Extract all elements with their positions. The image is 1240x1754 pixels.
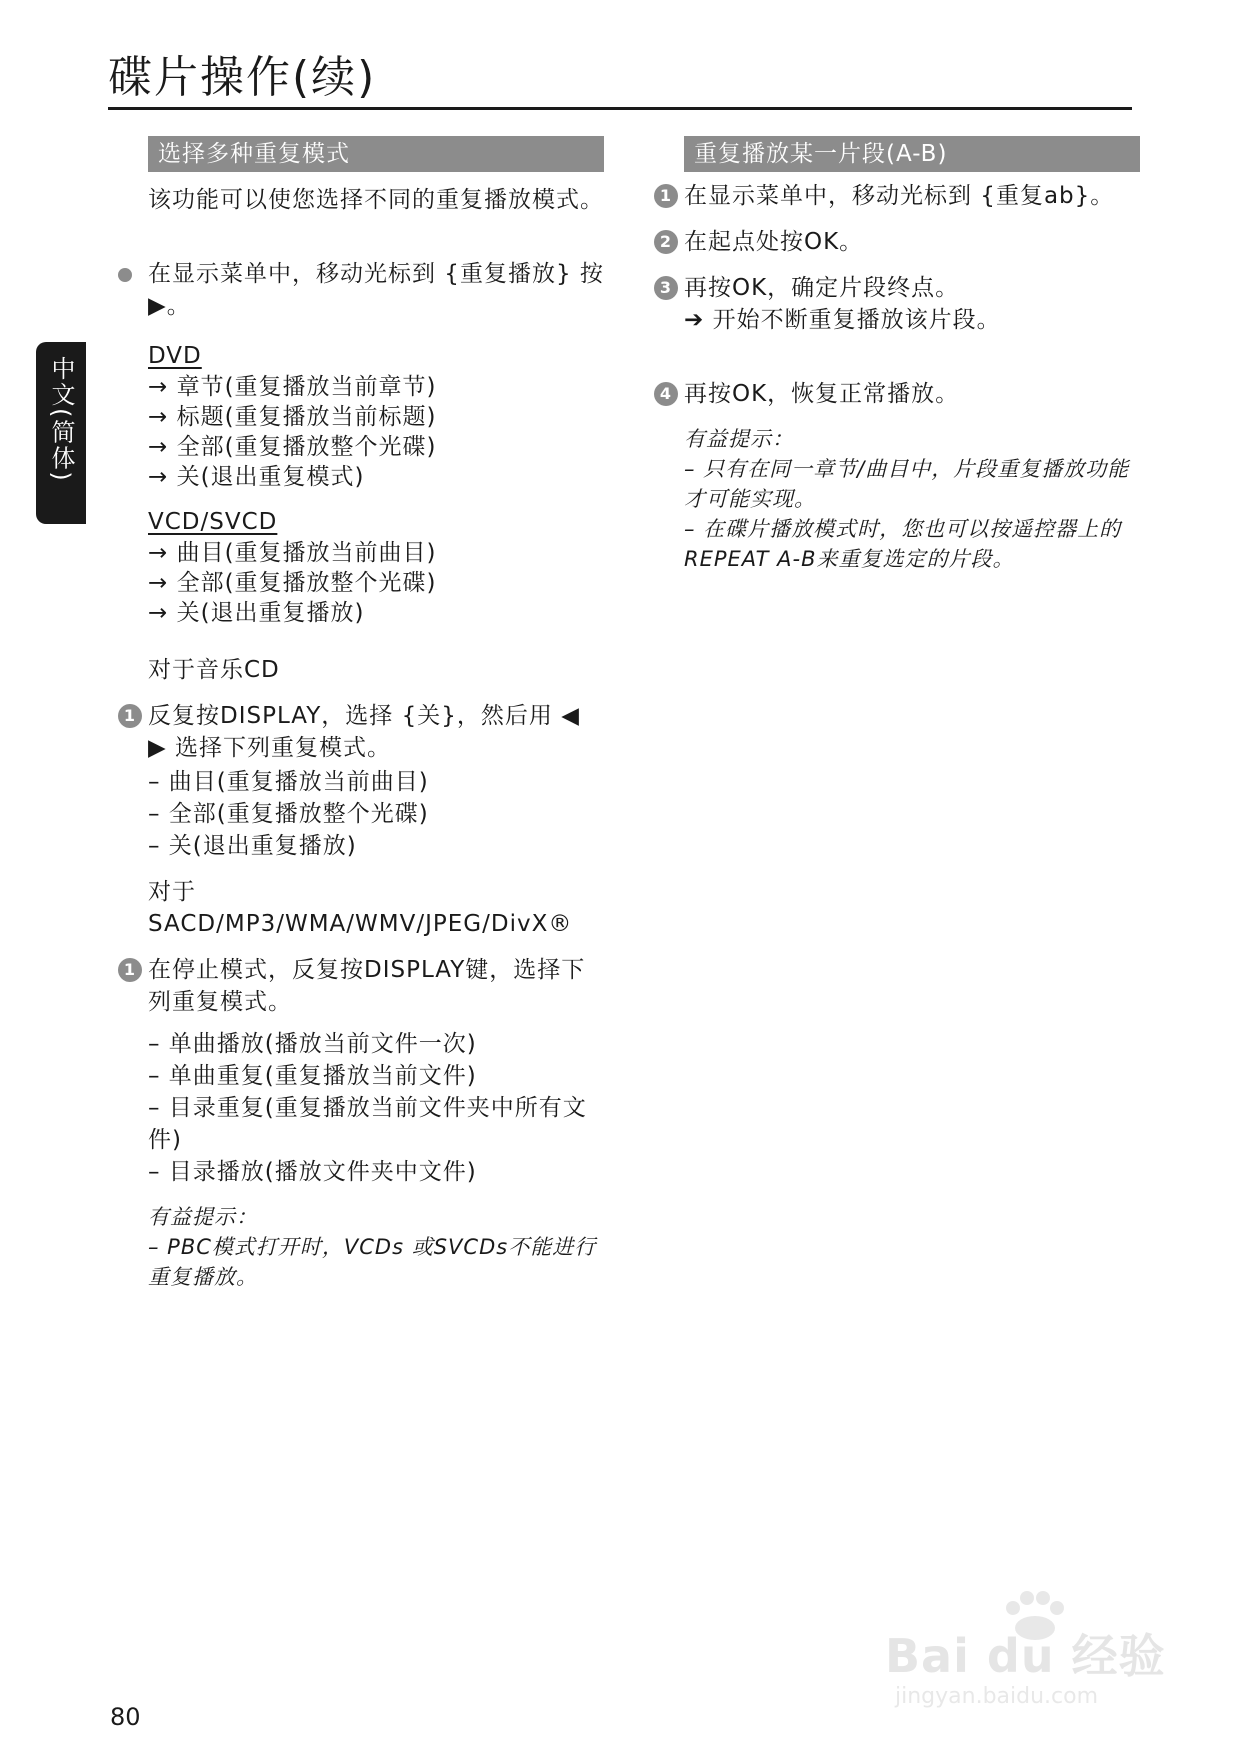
vcd-item: → 关(退出重复播放): [148, 600, 365, 626]
cd-step-text: 反复按DISPLAY，选择 {关}，然后用 ◀ ▶ 选择下列重复模式。: [148, 703, 580, 761]
ab-step-result: ➔ 开始不断重复播放该片段。: [684, 307, 1001, 333]
cd-mode-item: – 曲目(重复播放当前曲目): [148, 769, 429, 795]
ab-step-text: 在起点处按OK。: [684, 229, 864, 255]
file-formats-heading: 对于SACD/MP3/WMA/WMV/JPEG/DivX®: [148, 879, 573, 937]
ab-step: [659, 378, 1140, 410]
vcd-label: VCD/SVCD: [148, 509, 278, 535]
vcd-item: → 全部(重复播放整个光碟): [148, 570, 437, 596]
cd-step: [123, 700, 604, 764]
ab-step: [659, 180, 1140, 212]
tip-text: – PBC模式打开时，VCDs 或SVCDs不能进行重复播放。: [148, 1235, 597, 1289]
dvd-label: DVD: [148, 343, 202, 369]
file-mode-item: – 单曲重复(重复播放当前文件): [148, 1063, 477, 1089]
bullet-text: 在显示菜单中，移动光标到 {重复播放} 按▶。: [148, 261, 604, 319]
dvd-item: → 标题(重复播放当前标题): [148, 404, 437, 430]
language-side-tab: [36, 342, 86, 524]
section-header-repeat-modes: 选择多种重复模式: [148, 136, 604, 172]
section-header-ab-repeat: 重复播放某一片段(A-B): [684, 136, 1140, 172]
file-mode-item: – 目录播放(播放文件夹中文件): [148, 1159, 477, 1185]
step-number-badge: 3: [654, 276, 678, 300]
watermark-url: jingyan.baidu.com: [895, 1684, 1099, 1709]
bullet-item: [148, 258, 604, 322]
ab-step-text: 在显示菜单中，移动光标到 {重复ab}。: [684, 183, 1115, 209]
ab-step: [659, 226, 1140, 258]
file-mode-item: – 单曲播放(播放当前文件一次): [148, 1031, 477, 1057]
title-divider: [108, 107, 1132, 110]
bullet-dot-icon: [118, 268, 132, 282]
cd-mode-item: – 全部(重复播放整个光碟): [148, 801, 429, 827]
page-title: 碟片操作(续): [108, 52, 377, 103]
repeat-modes-intro: 该功能可以使您选择不同的重复播放模式。: [148, 187, 604, 213]
dvd-item: → 关(退出重复模式): [148, 464, 365, 490]
right-column: [659, 136, 1140, 574]
step-number-badge: 2: [654, 230, 678, 254]
tip-heading: 有益提示：: [684, 427, 794, 451]
page-number: 80: [110, 1703, 141, 1731]
language-side-tab-label: 中文(简体): [47, 356, 75, 483]
tip-text: – 在碟片播放模式时，您也可以按遥控器上的REPEAT A-B来重复选定的片段。: [684, 517, 1122, 571]
step-number-badge: 1: [118, 704, 142, 728]
ab-step-text: 再按OK，恢复正常播放。: [684, 381, 960, 407]
file-mode-item: – 目录重复(重复播放当前文件夹中所有文件): [148, 1095, 587, 1153]
baidu-watermark: [885, 1580, 1175, 1725]
step-number-badge: 1: [118, 958, 142, 982]
file-step-text: 在停止模式，反复按DISPLAY键，选择下列重复模式。: [148, 957, 586, 1015]
ab-step-text: 再按OK，确定片段终点。: [684, 275, 960, 301]
cd-mode-item: – 关(退出重复播放): [148, 833, 357, 859]
step-number-badge: 1: [654, 184, 678, 208]
tip-text: – 只有在同一章节/曲目中，片段重复播放功能才可能实现。: [684, 457, 1130, 511]
music-cd-heading: 对于音乐CD: [148, 657, 280, 683]
dvd-item: → 全部(重复播放整个光碟): [148, 434, 437, 460]
dvd-item: → 章节(重复播放当前章节): [148, 374, 437, 400]
watermark-brand: Bai du 经验: [885, 1629, 1166, 1683]
vcd-item: → 曲目(重复播放当前曲目): [148, 540, 437, 566]
ab-step: [659, 272, 1140, 304]
step-number-badge: 4: [654, 382, 678, 406]
tip-heading: 有益提示：: [148, 1205, 258, 1229]
file-step: [123, 954, 604, 1018]
left-column: [123, 136, 604, 1292]
